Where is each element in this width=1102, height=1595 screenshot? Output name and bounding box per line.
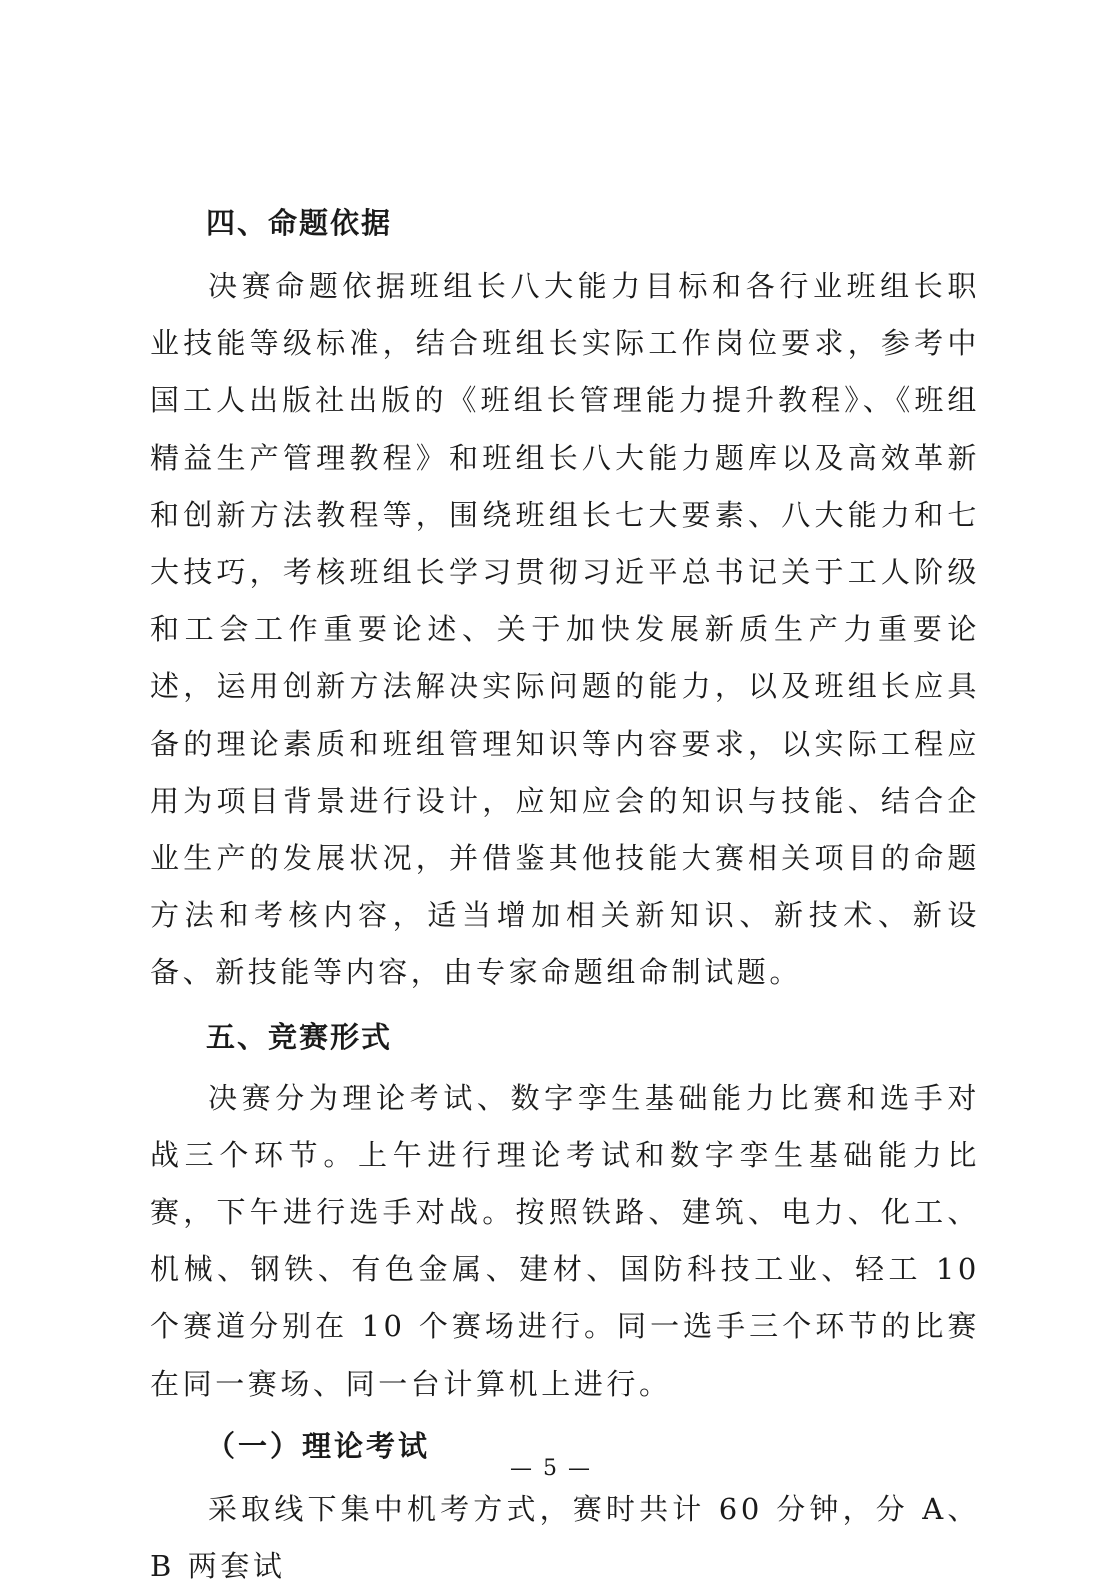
page-content [150,196,980,1595]
section-heading-proposition-basis: 四、命题依据 [206,206,393,240]
section-body-proposition-basis: 决赛命题依据班组长八大能力目标和各行业班组长职业技能等级标准，结合班组长实际工作岗位要求，参考中国工人出版社出版的《班组长管理能力提升教程》、《班组精益生产管理教程》和班组长八大能力题库以及高效革新和创新方法教程等，围绕班组长七大要素、八大能力和七大技巧，考核班组长学习贯彻习近平总书记关于工人阶级和工会工作重要论述、关于加快发展新质生产力重要论述，运用创新方法解决实际问题的能力，以及班组长应具备的理论素质和班组管理知识等内容要求，以实际工程应用为项目背景进行设计，应知应会的知识与技能、结合企业生产的发展状况，并借鉴其他技能大赛相关项目的命题方法和考核内容，适当增加相关新知识、新技术、新设备、新技能等内容，由专家命题组命制试题。 [150,269,980,990]
section-body-competition-format: 决赛分为理论考试、数字孪生基础能力比赛和选手对战三个环节。上午进行理论考试和数字孪生基础能力比赛，下午进行选手对战。按照铁路、建筑、电力、化工、机械、钢铁、有色金属、建材、国防科技工业、轻工 10 个赛道分别在 10 个赛场进行。同一选手三个环节的比赛在同一赛场、同一台计算机上进行。 [150,1080,980,1401]
page-number: — 5 — [510,1456,592,1481]
section-heading-competition-format: 五、竞赛形式 [206,1019,393,1054]
subsection-heading-theory-exam: （一）理论考试 [206,1428,431,1463]
subsection-body-theory-exam: 采取线下集中机考方式，赛时共计 60 分钟，分 A、B 两套试 [150,1491,980,1584]
